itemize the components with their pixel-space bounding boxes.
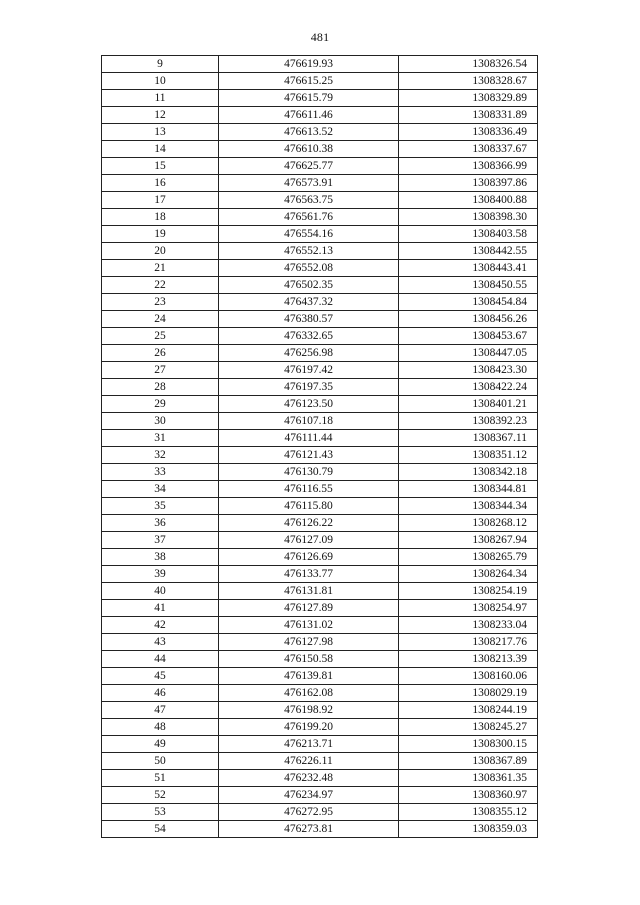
y-coordinate-cell: 1308447.05 [399, 345, 538, 362]
y-coordinate-cell: 1308254.19 [399, 583, 538, 600]
table-row [102, 294, 538, 311]
table-row [102, 430, 538, 447]
point-number-cell: 35 [102, 498, 219, 515]
y-coordinate-cell: 1308454.84 [399, 294, 538, 311]
table-row [102, 719, 538, 736]
point-number-cell: 50 [102, 753, 219, 770]
table-row [102, 566, 538, 583]
table-row [102, 770, 538, 787]
point-number-cell: 44 [102, 651, 219, 668]
point-number-cell: 39 [102, 566, 219, 583]
y-coordinate-cell: 1308453.67 [399, 328, 538, 345]
point-number-cell: 30 [102, 413, 219, 430]
x-coordinate-cell: 476130.79 [219, 464, 399, 481]
x-coordinate-cell: 476613.52 [219, 124, 399, 141]
table-row [102, 396, 538, 413]
x-coordinate-cell: 476380.57 [219, 311, 399, 328]
page-number: 481 [310, 30, 330, 44]
x-coordinate-cell: 476611.46 [219, 107, 399, 124]
x-coordinate-cell: 476554.16 [219, 226, 399, 243]
point-number-cell: 45 [102, 668, 219, 685]
point-number-cell: 34 [102, 481, 219, 498]
point-number-cell: 36 [102, 515, 219, 532]
table-row [102, 362, 538, 379]
point-number-cell: 25 [102, 328, 219, 345]
table-row [102, 56, 538, 73]
x-coordinate-cell: 476573.91 [219, 175, 399, 192]
y-coordinate-cell: 1308367.11 [399, 430, 538, 447]
table-row [102, 90, 538, 107]
y-coordinate-cell: 1308423.30 [399, 362, 538, 379]
x-coordinate-cell: 476127.98 [219, 634, 399, 651]
table-row [102, 736, 538, 753]
table-row [102, 379, 538, 396]
x-coordinate-cell: 476552.13 [219, 243, 399, 260]
y-coordinate-cell: 1308331.89 [399, 107, 538, 124]
table-row [102, 124, 538, 141]
table-row [102, 583, 538, 600]
x-coordinate-cell: 476332.65 [219, 328, 399, 345]
y-coordinate-cell: 1308233.04 [399, 617, 538, 634]
x-coordinate-cell: 476610.38 [219, 141, 399, 158]
table-row [102, 804, 538, 821]
y-coordinate-cell: 1308367.89 [399, 753, 538, 770]
table-row [102, 447, 538, 464]
y-coordinate-cell: 1308329.89 [399, 90, 538, 107]
x-coordinate-cell: 476615.25 [219, 73, 399, 90]
table-row [102, 634, 538, 651]
x-coordinate-cell: 476197.42 [219, 362, 399, 379]
x-coordinate-cell: 476127.89 [219, 600, 399, 617]
y-coordinate-cell: 1308422.24 [399, 379, 538, 396]
table-row [102, 498, 538, 515]
point-number-cell: 37 [102, 532, 219, 549]
x-coordinate-cell: 476123.50 [219, 396, 399, 413]
table-row [102, 821, 538, 838]
table-row [102, 702, 538, 719]
y-coordinate-cell: 1308366.99 [399, 158, 538, 175]
y-coordinate-cell: 1308328.67 [399, 73, 538, 90]
x-coordinate-cell: 476619.93 [219, 56, 399, 73]
x-coordinate-cell: 476131.81 [219, 583, 399, 600]
y-coordinate-cell: 1308245.27 [399, 719, 538, 736]
table-row [102, 753, 538, 770]
y-coordinate-cell: 1308392.23 [399, 413, 538, 430]
point-number-cell: 40 [102, 583, 219, 600]
point-number-cell: 41 [102, 600, 219, 617]
y-coordinate-cell: 1308160.06 [399, 668, 538, 685]
point-number-cell: 24 [102, 311, 219, 328]
y-coordinate-cell: 1308336.49 [399, 124, 538, 141]
table-row [102, 226, 538, 243]
x-coordinate-cell: 476139.81 [219, 668, 399, 685]
x-coordinate-cell: 476552.08 [219, 260, 399, 277]
y-coordinate-cell: 1308442.55 [399, 243, 538, 260]
y-coordinate-cell: 1308244.19 [399, 702, 538, 719]
point-number-cell: 20 [102, 243, 219, 260]
x-coordinate-cell: 476232.48 [219, 770, 399, 787]
point-number-cell: 19 [102, 226, 219, 243]
table-row [102, 277, 538, 294]
point-number-cell: 28 [102, 379, 219, 396]
x-coordinate-cell: 476198.92 [219, 702, 399, 719]
y-coordinate-cell: 1308337.67 [399, 141, 538, 158]
point-number-cell: 32 [102, 447, 219, 464]
y-coordinate-cell: 1308450.55 [399, 277, 538, 294]
point-number-cell: 12 [102, 107, 219, 124]
table-row [102, 141, 538, 158]
table-row [102, 413, 538, 430]
x-coordinate-cell: 476213.71 [219, 736, 399, 753]
table-row [102, 158, 538, 175]
table-row [102, 260, 538, 277]
y-coordinate-cell: 1308268.12 [399, 515, 538, 532]
table-row [102, 481, 538, 498]
table-row [102, 685, 538, 702]
point-number-cell: 16 [102, 175, 219, 192]
table-row [102, 209, 538, 226]
y-coordinate-cell: 1308398.30 [399, 209, 538, 226]
y-coordinate-cell: 1308344.81 [399, 481, 538, 498]
y-coordinate-cell: 1308359.03 [399, 821, 538, 838]
point-number-cell: 29 [102, 396, 219, 413]
table-row [102, 600, 538, 617]
point-number-cell: 54 [102, 821, 219, 838]
y-coordinate-cell: 1308360.97 [399, 787, 538, 804]
y-coordinate-cell: 1308267.94 [399, 532, 538, 549]
x-coordinate-cell: 476561.76 [219, 209, 399, 226]
point-number-cell: 15 [102, 158, 219, 175]
table-row [102, 328, 538, 345]
y-coordinate-cell: 1308326.54 [399, 56, 538, 73]
point-number-cell: 48 [102, 719, 219, 736]
point-number-cell: 13 [102, 124, 219, 141]
table-row [102, 175, 538, 192]
x-coordinate-cell: 476126.69 [219, 549, 399, 566]
y-coordinate-cell: 1308264.34 [399, 566, 538, 583]
point-number-cell: 10 [102, 73, 219, 90]
y-coordinate-cell: 1308401.21 [399, 396, 538, 413]
x-coordinate-cell: 476126.22 [219, 515, 399, 532]
table-row [102, 549, 538, 566]
coordinates-table-body [102, 56, 538, 838]
y-coordinate-cell: 1308403.58 [399, 226, 538, 243]
x-coordinate-cell: 476107.18 [219, 413, 399, 430]
x-coordinate-cell: 476162.08 [219, 685, 399, 702]
x-coordinate-cell: 476625.77 [219, 158, 399, 175]
x-coordinate-cell: 476150.58 [219, 651, 399, 668]
point-number-cell: 22 [102, 277, 219, 294]
point-number-cell: 47 [102, 702, 219, 719]
point-number-cell: 23 [102, 294, 219, 311]
point-number-cell: 18 [102, 209, 219, 226]
y-coordinate-cell: 1308456.26 [399, 311, 538, 328]
point-number-cell: 43 [102, 634, 219, 651]
x-coordinate-cell: 476256.98 [219, 345, 399, 362]
x-coordinate-cell: 476273.81 [219, 821, 399, 838]
x-coordinate-cell: 476234.97 [219, 787, 399, 804]
x-coordinate-cell: 476197.35 [219, 379, 399, 396]
y-coordinate-cell: 1308400.88 [399, 192, 538, 209]
y-coordinate-cell: 1308397.86 [399, 175, 538, 192]
table-row [102, 668, 538, 685]
y-coordinate-cell: 1308342.18 [399, 464, 538, 481]
point-number-cell: 9 [102, 56, 219, 73]
point-number-cell: 14 [102, 141, 219, 158]
table-row [102, 515, 538, 532]
x-coordinate-cell: 476272.95 [219, 804, 399, 821]
point-number-cell: 26 [102, 345, 219, 362]
point-number-cell: 42 [102, 617, 219, 634]
table-row [102, 787, 538, 804]
point-number-cell: 27 [102, 362, 219, 379]
x-coordinate-cell: 476127.09 [219, 532, 399, 549]
y-coordinate-cell: 1308443.41 [399, 260, 538, 277]
point-number-cell: 53 [102, 804, 219, 821]
x-coordinate-cell: 476563.75 [219, 192, 399, 209]
table-row [102, 73, 538, 90]
table-row [102, 192, 538, 209]
point-number-cell: 49 [102, 736, 219, 753]
y-coordinate-cell: 1308029.19 [399, 685, 538, 702]
table-row [102, 345, 538, 362]
y-coordinate-cell: 1308351.12 [399, 447, 538, 464]
table-row [102, 311, 538, 328]
y-coordinate-cell: 1308265.79 [399, 549, 538, 566]
x-coordinate-cell: 476121.43 [219, 447, 399, 464]
point-number-cell: 33 [102, 464, 219, 481]
x-coordinate-cell: 476116.55 [219, 481, 399, 498]
x-coordinate-cell: 476199.20 [219, 719, 399, 736]
x-coordinate-cell: 476615.79 [219, 90, 399, 107]
table-row [102, 464, 538, 481]
y-coordinate-cell: 1308213.39 [399, 651, 538, 668]
point-number-cell: 31 [102, 430, 219, 447]
y-coordinate-cell: 1308300.15 [399, 736, 538, 753]
point-number-cell: 38 [102, 549, 219, 566]
y-coordinate-cell: 1308217.76 [399, 634, 538, 651]
x-coordinate-cell: 476226.11 [219, 753, 399, 770]
table-row [102, 617, 538, 634]
x-coordinate-cell: 476437.32 [219, 294, 399, 311]
point-number-cell: 46 [102, 685, 219, 702]
point-number-cell: 52 [102, 787, 219, 804]
x-coordinate-cell: 476131.02 [219, 617, 399, 634]
point-number-cell: 21 [102, 260, 219, 277]
point-number-cell: 11 [102, 90, 219, 107]
point-number-cell: 51 [102, 770, 219, 787]
x-coordinate-cell: 476133.77 [219, 566, 399, 583]
y-coordinate-cell: 1308254.97 [399, 600, 538, 617]
table-row [102, 243, 538, 260]
y-coordinate-cell: 1308355.12 [399, 804, 538, 821]
y-coordinate-cell: 1308344.34 [399, 498, 538, 515]
x-coordinate-cell: 476502.35 [219, 277, 399, 294]
point-number-cell: 17 [102, 192, 219, 209]
x-coordinate-cell: 476115.80 [219, 498, 399, 515]
coordinates-table [101, 55, 538, 838]
table-row [102, 532, 538, 549]
y-coordinate-cell: 1308361.35 [399, 770, 538, 787]
x-coordinate-cell: 476111.44 [219, 430, 399, 447]
table-row [102, 651, 538, 668]
table-row [102, 107, 538, 124]
